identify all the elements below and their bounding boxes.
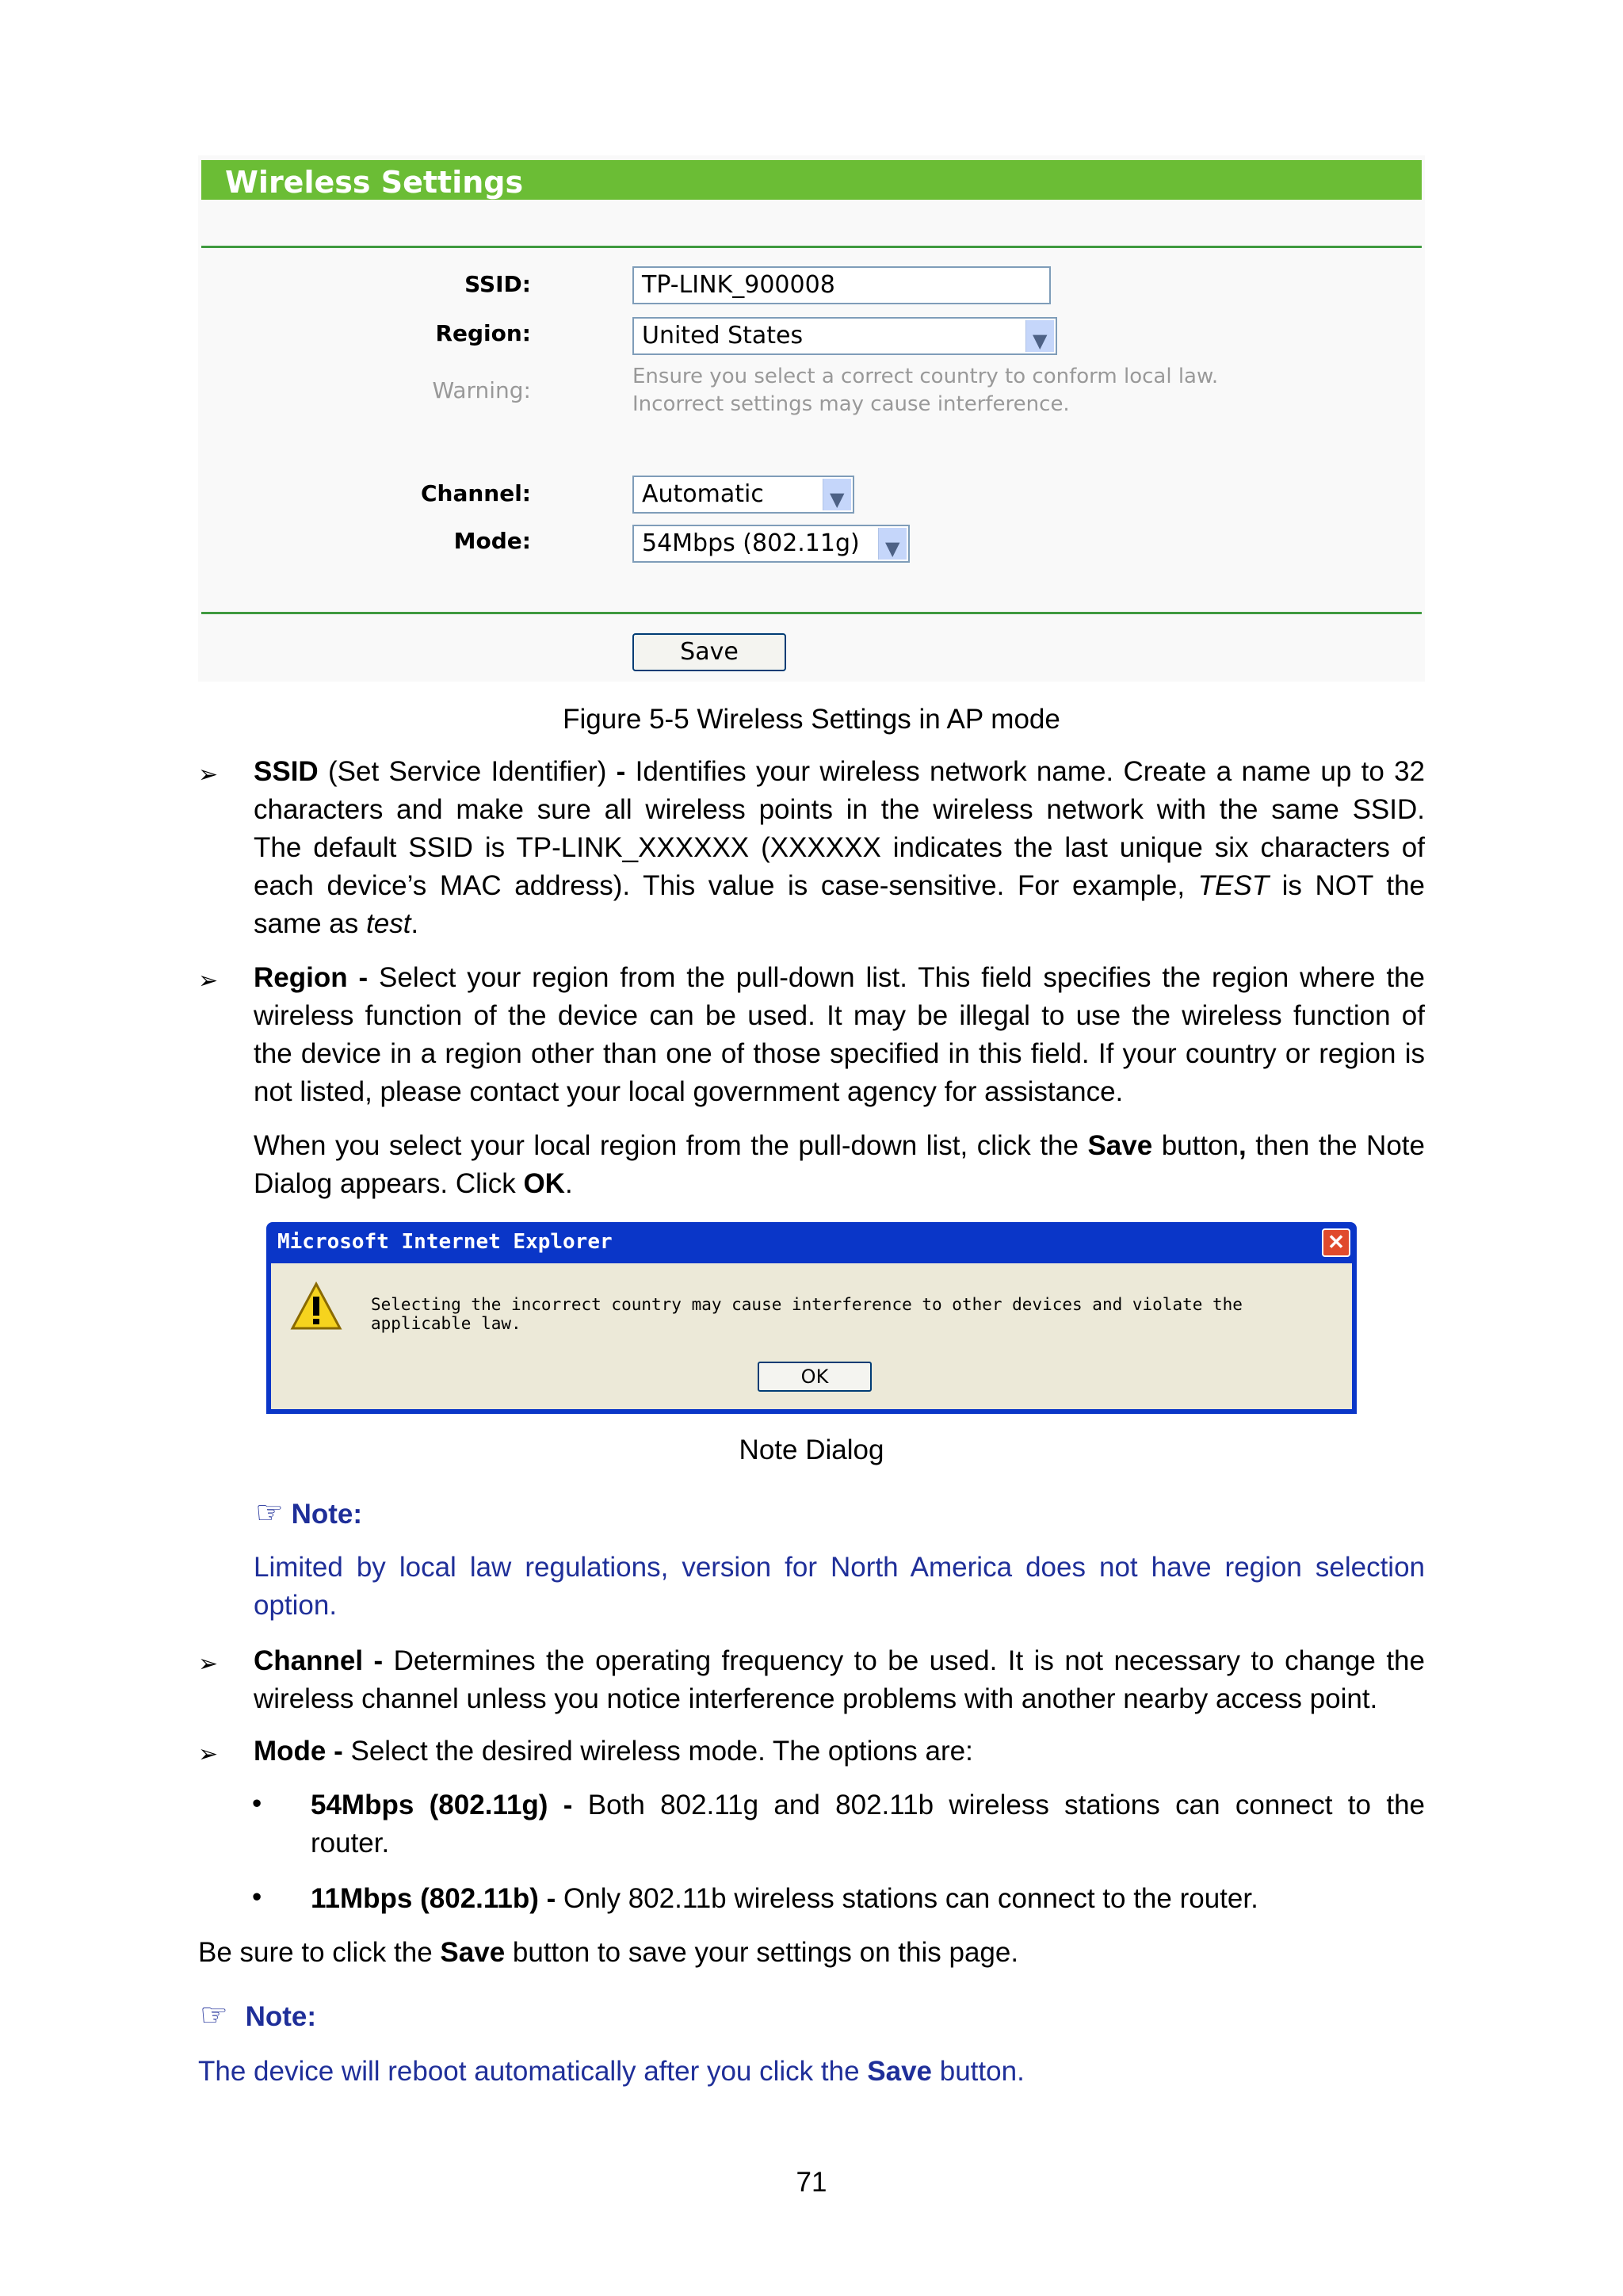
text: 11Mbps (802.11b) - [311,1883,556,1914]
wireless-settings-panel [198,155,1425,682]
arrow-bullet-icon: ➢ [198,1651,219,1677]
text: the device in a region other than one of those specified in this field. If your country or region is [254,1038,1425,1069]
region-select[interactable] [632,317,1057,355]
note-heading [255,1495,362,1531]
text: TEST [1197,870,1270,901]
term-region: Region - [254,962,369,993]
ssid-input[interactable]: TP-LINK_900008 [632,266,1051,304]
text: router. [311,1828,390,1859]
panel-header [201,160,1422,200]
panel-title: Wireless Settings [225,165,524,200]
bullet-icon: • [252,1788,262,1819]
text: test [366,908,411,939]
warning-text-line1: Ensure you select a correct country to conform local law. [632,365,1219,388]
text: option. [254,1590,338,1621]
bullet-icon: • [252,1881,262,1912]
channel-description [254,1642,1425,1718]
note-label: Note: [291,1499,363,1530]
text: (Set Service Identifier) [318,756,617,787]
warning-label: Warning: [432,377,531,403]
mode-select[interactable] [632,525,910,563]
page-number: 71 [796,2167,827,2198]
text: - [616,756,626,787]
mode-label: Mode: [453,528,531,554]
text: Select the desired wireless mode. The options are: [342,1736,973,1767]
text: The device will reboot automatically after you click the [198,2056,868,2087]
chevron-down-icon[interactable]: ▼ [878,528,907,560]
ie-alert-dialog [266,1222,1357,1414]
text: Only 802.11b wireless stations can connect to the router. [556,1883,1258,1914]
dialog-title: Microsoft Internet Explorer [277,1230,613,1254]
channel-select-value: Automatic [642,480,764,508]
text: . [564,1168,573,1199]
text: wireless channel unless you notice interference problems with another nearby access point. [254,1683,1378,1714]
text: not listed, please contact your local government agency for assistance. [254,1076,1124,1107]
text: characters and make sure all wireless points in the wireless network with the same SSID. [254,794,1425,825]
text: same as [254,908,366,939]
note-text [254,1549,1425,1625]
close-icon[interactable]: ✕ [1322,1228,1350,1257]
text: Both 802.11g and 802.11b wireless stations can connect to the [572,1790,1425,1820]
ok-button[interactable]: OK [758,1362,872,1392]
region-save-instruction [254,1127,1425,1203]
ssid-label: SSID: [464,271,531,297]
text: Limited by local law regulations, version for North America does not have region selection [254,1552,1425,1583]
text: then the Note [1246,1130,1425,1161]
text: button. [932,2056,1025,2087]
text: . [411,908,419,939]
pointing-hand-icon: ☞ [200,1997,228,2034]
warning-text-line2: Incorrect settings may cause interference. [632,392,1070,416]
term-mode: Mode - [254,1736,343,1767]
dialog-message: Selecting the incorrect country may cause interference to other devices and violate the applicable law. [371,1295,1243,1333]
term-channel: Channel - [254,1645,384,1676]
arrow-bullet-icon: ➢ [198,1741,219,1767]
note-text [198,2053,1425,2091]
mode-option-11mbps [311,1880,1425,1918]
text: , [1239,1130,1247,1161]
note-heading [200,1997,316,2034]
pointing-hand-icon: ☞ [255,1495,284,1531]
chevron-down-icon[interactable]: ▼ [823,479,851,510]
text: Save [440,1937,506,1968]
divider [201,612,1422,614]
ssid-description [254,753,1425,943]
text: Save [867,2056,933,2087]
text: 54Mbps (802.11g) - [311,1790,573,1820]
text: wireless function of the device can be used. It may be illegal to use the wireless function of [254,1000,1425,1031]
mode-option-54mbps [311,1786,1425,1862]
text: Select your region from the pull-down list. This field specifies the region where the [368,962,1425,993]
chevron-down-icon[interactable]: ▼ [1025,320,1054,352]
text: each device’s MAC address). This value is case-sensitive. For example, [254,870,1198,901]
region-select-value: United States [642,322,804,350]
save-reminder [198,1934,1425,1972]
text: OK [523,1168,565,1199]
text: button [1152,1130,1239,1161]
dialog-caption: Note Dialog [739,1435,884,1465]
text: When you select your local region from the pull-down list, click the [254,1130,1088,1161]
text: Determines the operating frequency to be used. It is not necessary to change the [383,1645,1425,1676]
text: Be sure to click the [198,1937,441,1968]
text: The default SSID is TP-LINK_XXXXXX (XXXXXX indicates the last unique six characters of [254,832,1425,863]
channel-select[interactable] [632,476,854,514]
text: is NOT the [1269,870,1425,901]
figure-caption: Figure 5-5 Wireless Settings in AP mode [563,704,1060,735]
text: Identifies your wireless network name. Create a name up to 32 [625,756,1425,787]
save-button[interactable]: Save [632,633,786,671]
channel-label: Channel: [420,480,531,506]
text: Dialog appears. Click [254,1168,524,1199]
dialog-body [271,1263,1352,1409]
mode-select-value: 54Mbps (802.11g) [642,529,860,557]
note-label: Note: [245,2001,317,2032]
region-description [254,959,1425,1111]
region-label: Region: [435,320,531,346]
warning-icon [290,1281,342,1333]
arrow-bullet-icon: ➢ [198,762,219,788]
divider [201,246,1422,248]
text: Save [1087,1130,1153,1161]
arrow-bullet-icon: ➢ [198,968,219,994]
text: button to save your settings on this page. [505,1937,1019,1968]
mode-description [254,1733,1425,1771]
term-ssid: SSID [254,756,319,787]
